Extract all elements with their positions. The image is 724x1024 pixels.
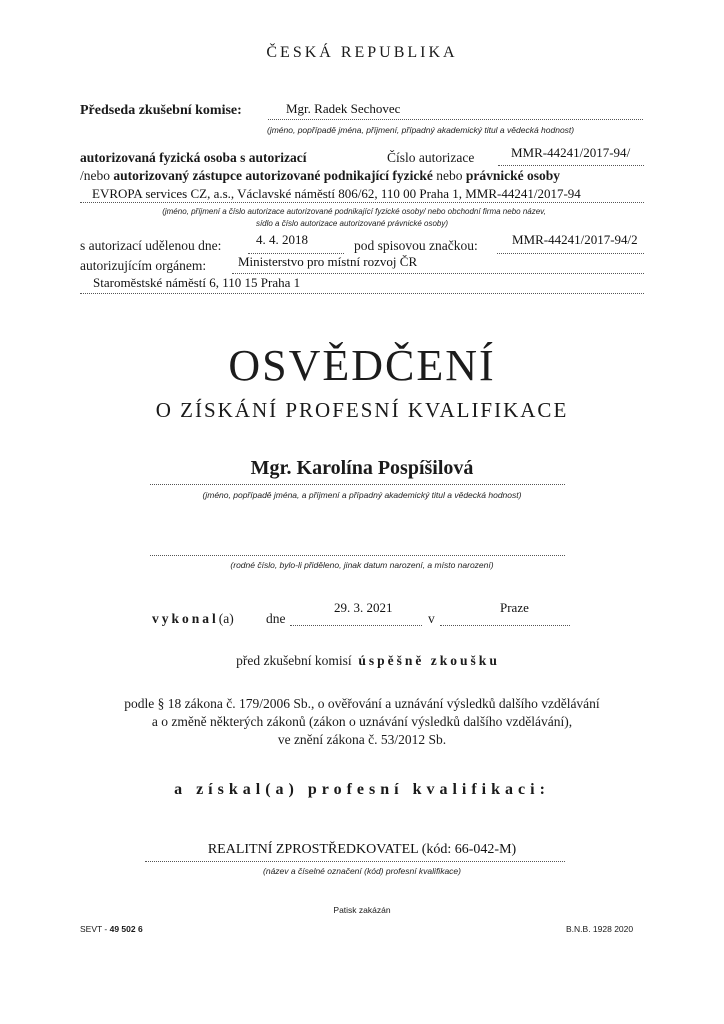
auth-number-dotted-line [498, 165, 644, 166]
authority-value: Ministerstvo pro místní rozvoj ČR [238, 254, 418, 269]
certificate-subtitle: O ZÍSKÁNÍ PROFESNÍ KVALIFIKACE [155, 398, 569, 422]
authority-address-dotted-line [80, 293, 644, 294]
birth-dotted-line [150, 555, 565, 556]
authority-dotted-line [232, 273, 644, 274]
date-value: 29. 3. 2021 [334, 600, 393, 615]
date-label: dne [266, 611, 286, 626]
gained-qualification-heading: a získal(a) profesní kvalifikaci: [174, 781, 550, 798]
granted-value: 4. 4. 2018 [256, 232, 308, 247]
holder-name: Mgr. Karolína Pospíšilová [250, 457, 474, 479]
auth-number-label: Číslo autorizace [387, 150, 475, 165]
exam-line: před zkušební komisí úspěšně zkoušku [236, 653, 500, 668]
entity-dotted-line [80, 202, 644, 203]
qualification-hint: (název a číselné označení (kód) profesní kvalifikace) [263, 866, 461, 876]
holder-hint: (jméno, popřípadě jména, a příjmení a případný akademický titul a vědecká hodnost) [202, 490, 522, 500]
qualification-dotted-line [145, 861, 565, 862]
entity-hint-2: sídlo a číslo autorizace autorizované právnické osoby) [255, 219, 449, 228]
place-label: v [428, 611, 435, 626]
print-code: B.N.B. 1928 2020 [566, 924, 634, 934]
birth-hint: (rodné číslo, bylo-li přiděleno, jinak datum narození, a místo narození) [230, 560, 494, 570]
law-line-2: a o změně některých zákonů (zákon o uznávání výsledků dalšího vzdělávání), [151, 714, 573, 729]
qualification-value: REALITNÍ ZPROSTŘEDKOVATEL (kód: 66-042-M) [207, 842, 517, 857]
law-line-3: ve znění zákona č. 53/2012 Sb. [277, 732, 447, 747]
holder-dotted-line [150, 484, 565, 485]
certificate-title: OSVĚDČENÍ [228, 341, 496, 390]
chair-hint: (jméno, popřípadě jména, příjmení, případný akademický titul a vědecká hodnost) [267, 125, 575, 135]
chair-dotted-line [268, 119, 643, 120]
authority-address: Staroměstské náměstí 6, 110 15 Praha 1 [93, 275, 301, 290]
entity-hint-1: (jméno, příjmení a číslo autorizace autorizované podnikající fyzické osoby/ nebo obchodní firma nebo název, [162, 207, 546, 216]
granted-label: s autorizací udělenou dne: [80, 238, 222, 253]
chair-label: Předseda zkušební komise: [80, 103, 242, 118]
form-code: SEVT - 49 502 6 [80, 924, 143, 934]
file-label: pod spisovou značkou: [354, 238, 478, 253]
entity-value: EVROPA services CZ, a.s., Václavské náměstí 806/62, 110 00 Praha 1, MMR-44241/2017-94 [92, 186, 581, 201]
file-value: MMR-44241/2017-94/2 [512, 232, 638, 247]
auth-number-value: MMR-44241/2017-94/ [511, 145, 631, 160]
chair-value: Mgr. Radek Sechovec [286, 101, 401, 116]
law-line-1: podle § 18 zákona č. 179/2006 Sb., o ověřování a uznávání výsledků dalšího vzdělávání [124, 696, 600, 711]
place-dotted-line [440, 625, 570, 626]
reprint-notice: Patisk zakázán [333, 905, 391, 915]
representative-line: /nebo autorizovaný zástupce autorizované podnikající fyzické nebo právnické osoby [80, 168, 560, 183]
date-dotted-line [290, 625, 422, 626]
authority-label: autorizujícím orgánem: [80, 258, 207, 273]
file-dotted-line [497, 253, 644, 254]
passed-label: vykonal(a) [152, 611, 234, 626]
country-heading: ČESKÁ REPUBLIKA [266, 44, 458, 61]
place-value: Praze [500, 600, 529, 615]
auth-person-label: autorizovaná fyzická osoba s autorizací [80, 150, 307, 165]
